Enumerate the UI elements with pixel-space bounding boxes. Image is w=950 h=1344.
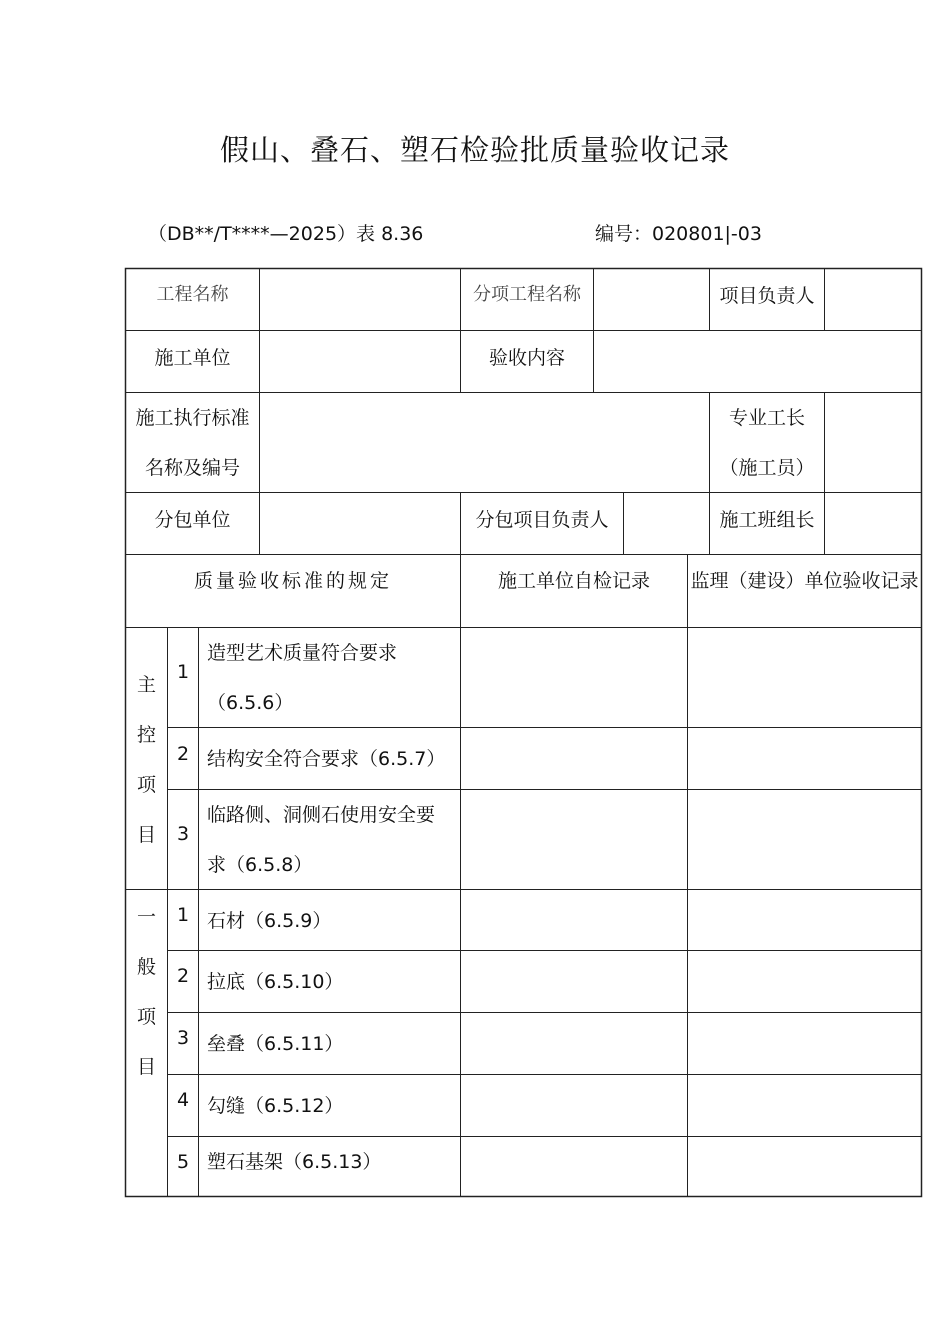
main-items-label: [126, 660, 167, 860]
main-item-no: 3: [176, 823, 190, 845]
main-item-text: [199, 790, 460, 889]
label-foreman-line2: （施工员）: [719, 456, 815, 479]
general-item-supervision[interactable]: [688, 1075, 921, 1136]
label-construction-unit: 施工单位: [154, 346, 231, 369]
general-item-text: 石材（6.5.9）: [207, 910, 332, 932]
general-label-char: 一: [136, 906, 156, 928]
label-sub-project-name: 分项工程名称: [473, 284, 581, 305]
main-item-supervision[interactable]: [688, 628, 921, 727]
value-construction-unit[interactable]: [260, 331, 460, 392]
general-item-self-check[interactable]: [461, 1013, 687, 1074]
label-project-leader: 项目负责人: [719, 284, 815, 307]
standard-reference: （DB**/T****—2025）表 8.36: [148, 223, 424, 245]
column-header-supervision: 监理（建设）单位验收记录: [690, 570, 919, 592]
column-header-spec: 质量验收标准的规定: [193, 570, 392, 592]
main-label-char: 项: [136, 774, 156, 796]
general-label-char: 项: [136, 1006, 156, 1028]
general-item-supervision[interactable]: [688, 890, 921, 950]
main-item-text: 结构安全符合要求（6.5.7）: [207, 748, 446, 770]
label-team-leader: 施工班组长: [719, 508, 815, 531]
value-sub-project-name[interactable]: [594, 269, 709, 330]
general-item-supervision[interactable]: [688, 1137, 921, 1196]
general-item-supervision[interactable]: [688, 951, 921, 1012]
label-project-name: 工程名称: [156, 284, 229, 305]
main-item-text: [199, 628, 460, 727]
main-item-no: 2: [176, 743, 190, 765]
value-team-leader[interactable]: [825, 493, 921, 554]
general-item-no: 1: [176, 904, 190, 926]
value-foreman[interactable]: [825, 393, 921, 492]
serial-number: 编号：020801|-03: [595, 223, 762, 245]
main-item-supervision[interactable]: [688, 728, 921, 789]
general-item-text: 拉底（6.5.10）: [207, 971, 344, 993]
main-item-text-line1: 造型艺术质量符合要求: [207, 642, 398, 664]
main-label-char: 控: [136, 724, 156, 746]
value-sub-leader[interactable]: [624, 493, 709, 554]
label-foreman: [710, 393, 824, 492]
value-project-leader[interactable]: [825, 269, 921, 330]
main-item-text-line2: 求（6.5.8）: [207, 854, 313, 876]
general-item-no: 5: [176, 1151, 190, 1173]
general-item-no: 4: [176, 1089, 190, 1111]
label-execution-standard-line2: 名称及编号: [144, 456, 240, 479]
general-item-no: 3: [176, 1027, 190, 1049]
value-project-name[interactable]: [260, 269, 460, 330]
value-execution-standard[interactable]: [260, 393, 709, 492]
general-item-no: 2: [176, 965, 190, 987]
label-subcontractor: 分包单位: [154, 508, 231, 531]
main-item-no: 1: [176, 661, 190, 683]
main-item-text-line2: （6.5.6）: [207, 692, 294, 714]
general-item-self-check[interactable]: [461, 1137, 687, 1196]
value-acceptance-content[interactable]: [594, 331, 921, 392]
general-item-self-check[interactable]: [461, 890, 687, 950]
document-title: 假山、叠石、塑石检验批质量验收记录: [219, 133, 730, 167]
main-label-char: 主: [136, 674, 156, 696]
general-item-self-check[interactable]: [461, 1075, 687, 1136]
main-item-self-check[interactable]: [461, 728, 687, 789]
label-execution-standard: [126, 393, 259, 492]
label-foreman-line1: 专业工长: [728, 406, 805, 429]
general-item-text: 塑石基架（6.5.13）: [207, 1151, 382, 1173]
general-item-self-check[interactable]: [461, 951, 687, 1012]
general-items-label: [126, 892, 167, 1092]
main-item-self-check[interactable]: [461, 628, 687, 727]
general-item-supervision[interactable]: [688, 1013, 921, 1074]
column-header-self-check: 施工单位自检记录: [497, 570, 650, 592]
label-sub-leader: 分包项目负责人: [475, 508, 609, 531]
main-label-char: 目: [136, 824, 156, 846]
general-label-char: 般: [136, 956, 156, 978]
main-item-supervision[interactable]: [688, 790, 921, 889]
label-acceptance-content: 验收内容: [488, 346, 565, 369]
label-execution-standard-line1: 施工执行标准: [135, 406, 250, 429]
main-item-text-line1: 临路侧、洞侧石使用安全要: [207, 804, 436, 826]
value-subcontractor[interactable]: [260, 493, 460, 554]
general-item-text: 垒叠（6.5.11）: [207, 1033, 344, 1055]
main-item-self-check[interactable]: [461, 790, 687, 889]
general-item-text: 勾缝（6.5.12）: [207, 1095, 344, 1117]
general-label-char: 目: [136, 1056, 156, 1078]
